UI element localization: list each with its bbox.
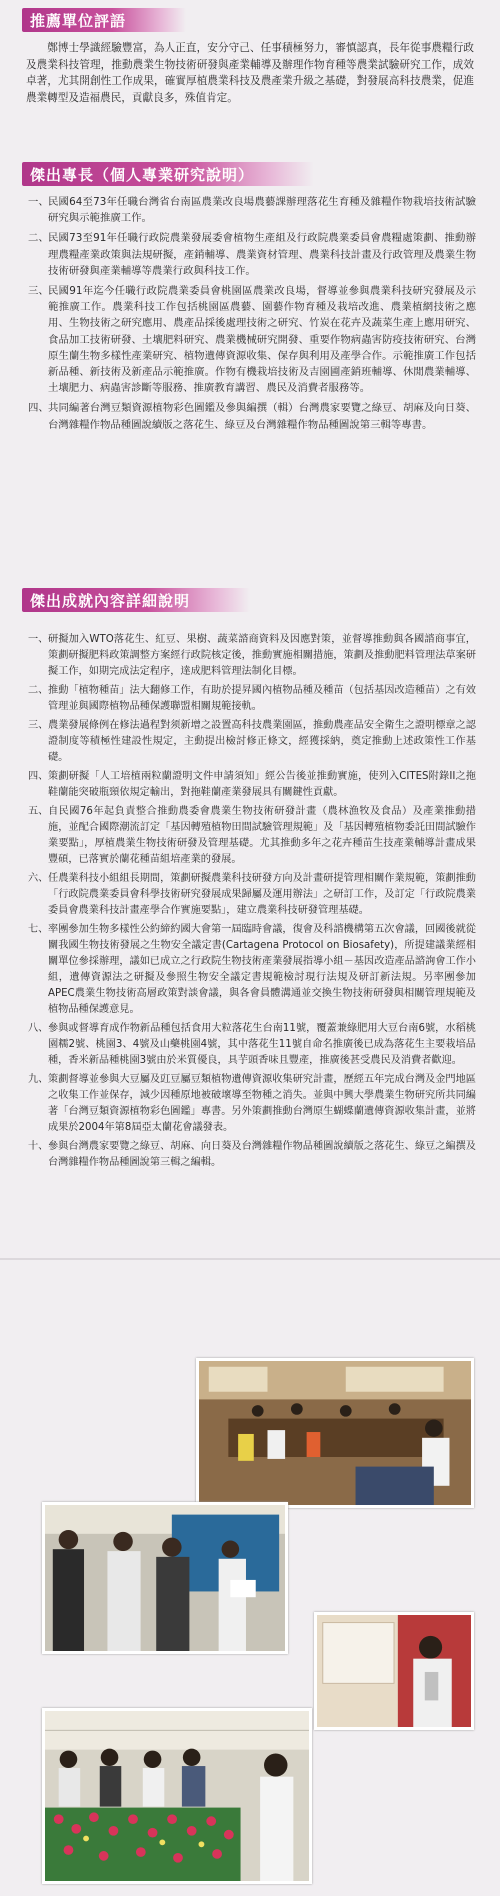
recommend-text: 鄭博士學識經驗豐富，為人正直，安分守己、任事積極努力，審慎認真，長年從事農糧行政及農業科技管理，推動農業生物技術研發與產業輔導及辦理作物育種等農業試驗研究工作，成效卓著，尤其開創性工作成果，確實厚植農業科技及農產業升級之基礎，對發展高科技農業，促進農業轉型及造福農民，貢獻良多，殊值肯定。 — [26, 42, 474, 104]
list-item: 三、 民國91年迄今任職行政院農業委員會桃園區農業改良場，督導並參與農業科技研究發展及示範推廣工作。農業科技工作包括桃園區農藝、園藝作物育種及栽培改進、農業植網技術之應用、生物技術之研究應用、農產品採後處理技術之研究、竹炭在花卉及蔬菜生產上應用研究、食品加工技術研發、土壤肥料研究、農業機械研究開發、重要作物病蟲害防疫技術研究、台灣原生蘭生物多樣性產業研究、植物遺傳資源收集、保存與利用及產學合作。示範推廣工作包括新品種、新技術及新產品示範推廣。作物有機栽培技術及吉園圃產銷班輔導、休閒農業輔導、土壤肥力、病蟲害診斷等服務、推廣教育講習、農民及消費者服務等。 — [28, 285, 476, 395]
list-item: 二、 推動「植物種苗」法大翻修工作，有助於提昇國內植物品種及種苗（包括基因改造種苗）之有效管理並與國際植物品種保護聯盟相關規範接軌。 — [28, 685, 476, 712]
greenhouse-flowers-photo — [42, 1708, 312, 1884]
list-item: 一、 研擬加入WTO落花生、紅豆、果樹、蔬菜諮商資料及因應對策，並督導推動與各國諮商事宜，策劃研擬肥料政策調整方案經行政院核定後，推動實施相關措施，策劃及推動肥料管理法草案研擬工作，如期完成法定程序，達成肥料管理法制化目標。 — [28, 634, 476, 677]
list-item: 一、 民國64至73年任職台灣省台南區農業改良場農藝課辦理落花生育種及雜糧作物栽培技術試驗研究與示範推廣工作。 — [28, 196, 476, 225]
page-divider — [0, 1258, 500, 1260]
list-item: 二、 民國73至91年任職行政院農業發展委會植物生產組及行政院農業委員會農糧處策劃、推動辦理農糧產業政策與法規研擬，產銷輔導、農業資材管理、農業科技計畫及行政管理及農業生物技術研發與產業輔導等農業行政與科技工作。 — [28, 232, 476, 277]
list-item: 三、 農業發展條例在修法過程對须新增之設置高科技農業園區，推動農產品安全衛生之證明標章之認證制度等積極性建設性規定，主動提出檢討修正條文，經獲採納，奠定推動上述政策性工作基礎。 — [28, 720, 476, 763]
list-item: 十、 參與台灣農家要覽之綠豆、胡麻、向日葵及台灣雜糧作物品種圖說續版之落花生、綠豆之編撰及台灣雜糧作物品種圖說第三輯之編輯。 — [28, 1141, 476, 1168]
achievements-heading — [22, 588, 250, 612]
list-item: 六、 任農業科技小組組長期間，策劃研擬農業科技研發方向及計畫研提管理相關作業規範，策劃推動「行政院農業委員會科學技術研究發展成果歸屬及運用辦法」之研訂工作，及訂定「行政院農業委員會農業科技計畫產學合作實施要點」，建立農業科技研發管理基礎。 — [28, 873, 476, 916]
presentation-photo — [314, 1612, 474, 1730]
officials-visit-photo — [42, 1502, 288, 1654]
list-item: 四、 共同編著台灣豆類資源植物彩色圖鑑及參與編撰（輯）台灣農家要覽之綠豆、胡麻及向日葵、台灣雜糧作物品種圖說續版之落花生、綠豆及台灣雜糧作物品種圖說第三輯等專書。 — [28, 402, 476, 431]
meeting-room-photo — [196, 1358, 474, 1508]
recommend-heading-text: 推薦單位評語 — [22, 8, 186, 32]
achievements-heading-text: 傑出成就內容詳細說明 — [22, 588, 250, 612]
expertise-list — [28, 194, 476, 437]
list-item: 七、 率團參加生物多樣性公約締約國大會第一屆臨時會議，復會及科諮機構第五次會議，回國後就從關我國生物技術發展之生物安全議定書(Cartagena Protocol on Biosafety)，所提建議業經相關單位參採辦理，議如已成立之行政院生物技術產業發展指導小組－基因改造產品諮詢會工作小組，遺傳資源法之研擬及參照生物安全議定書規範檢討現行法規及研訂新法規。另率團參加APEC農業生物技術高層政策對談會議，與各會員體溝通並交換生物技術研發與相關管理規範及植物品種保護意見。 — [28, 924, 476, 1015]
list-item: 八、 參與或督導育成作物新品種包括食用大粒落花生台南11號，覆蓋兼綠肥用大豆台南6號，水稻桃園糯2號、桃園3、4號及山藥桃園4號，其中落花生11號自命名推廣後已成為落花生主要栽培品種，香米新品種桃園3號由於米質優良，具芋頭香味且豐產，推廣後甚受農民及消費者歡迎。 — [28, 1023, 476, 1066]
list-item: 五、 自民國76年起負責整合推動農委會農業生物技術研發計畫（農林漁牧及食品）及產業推動措施，並配合國際潮流訂定「基因轉殖植物田間試驗管理規範」及「基因轉殖植物委託田間試驗作業要點」，厚植農業生物技術研發及管理基礎。尤其推動多年之花卉種苗生技產業輔導計畫成果豐碩，已落實於蘭花種苗組培產業的發展。 — [28, 806, 476, 865]
recommend-heading — [22, 8, 186, 32]
list-item: 九、 策劃督導並參與大豆屬及豇豆屬豆類植物遺傳資源收集研究計畫，歷經五年完成台灣及金門地區之收集工作並保存，減少因種原地被破壞導至物種之消失。並與中興大學農業生物研究所共同編著「台灣豆類資源植物彩色圖鑑」專書。另外策劃推動台灣原生蝴蝶蘭遺傳資源收集計畫，並將成果於2004年第8屆亞太蘭花會議發表。 — [28, 1074, 476, 1133]
expertise-heading-text: 傑出專長（個人專業研究說明） — [22, 162, 314, 186]
list-item: 四、 策劃研擬「人工培植兩粒蘭證明文件申請須知」經公告後並推動實施，使列入CITES附錄II之拖鞋蘭能突破瓶頸依規定輸出，對拖鞋蘭產業發展具有關鍵性貢獻。 — [28, 771, 476, 798]
expertise-heading — [22, 162, 314, 186]
achievements-list — [28, 632, 476, 1174]
